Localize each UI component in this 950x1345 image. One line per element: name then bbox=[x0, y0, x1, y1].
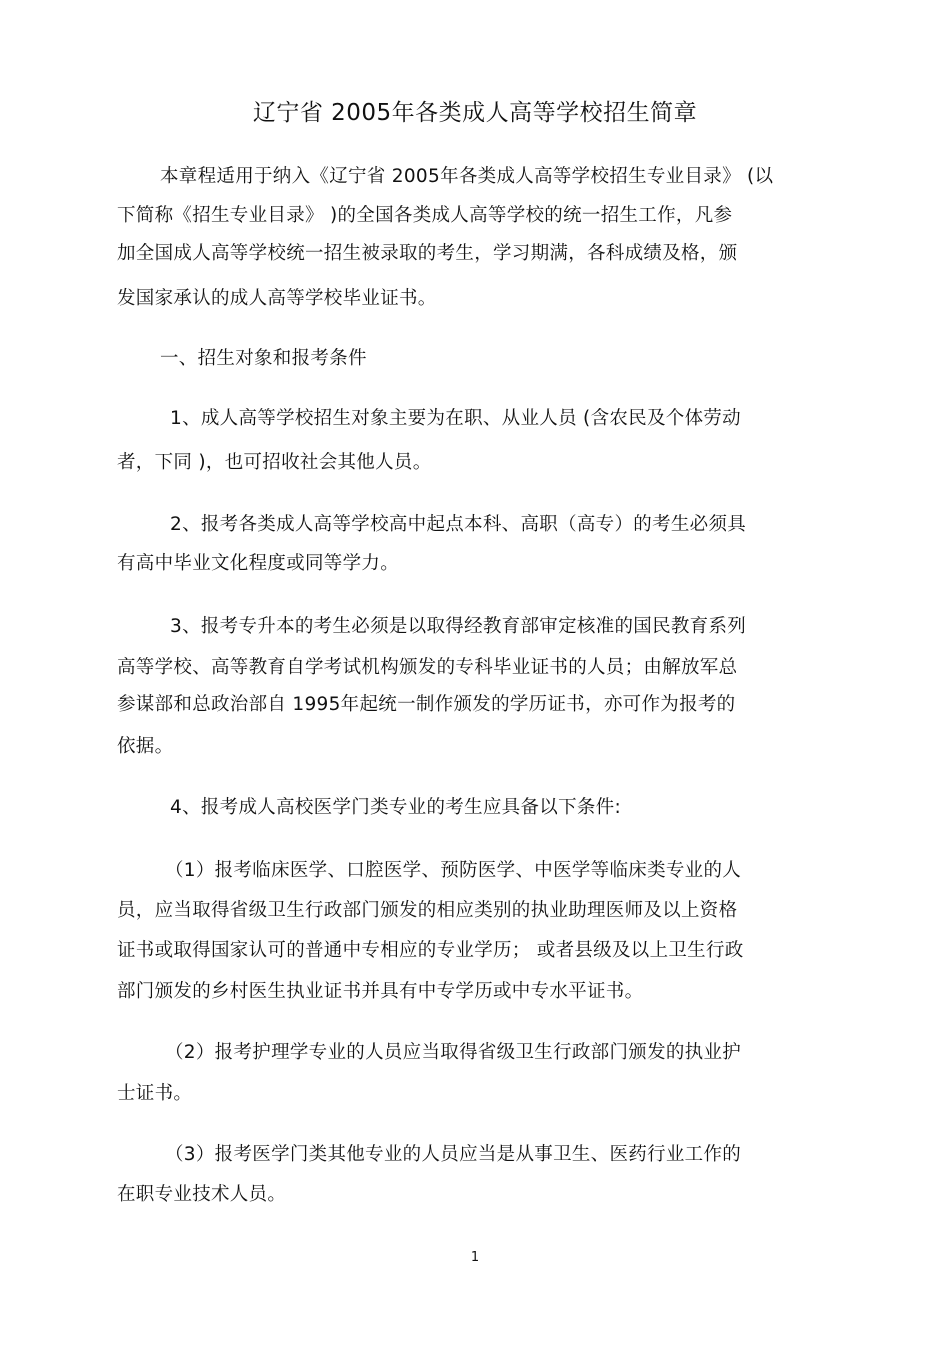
item-2-line: 有高中毕业文化程度或同等学力。 bbox=[117, 553, 400, 574]
intro-line: 本章程适用于纳入《辽宁省 2005年各类成人高等学校招生专业目录》 (以 bbox=[160, 166, 774, 187]
item-2-line: 2、报考各类成人高等学校高中起点本科、高职（高专）的考生必须具 bbox=[170, 514, 747, 535]
item-3-line: 高等学校、高等教育自学考试机构颁发的专科毕业证书的人员；由解放军总 bbox=[117, 657, 738, 678]
sub-1-line: 部门颁发的乡村医生执业证书并具有中专学历或中专水平证书。 bbox=[117, 981, 644, 1002]
sub-1-line: （1）报考临床医学、口腔医学、预防医学、中医学等临床类专业的人 bbox=[165, 860, 742, 881]
sub-1-line: 证书或取得国家认可的普通中专相应的专业学历； 或者县级及以上卫生行政 bbox=[117, 940, 744, 961]
intro-line: 发国家承认的成人高等学校毕业证书。 bbox=[117, 288, 437, 309]
sub-2-line: （2）报考护理学专业的人员应当取得省级卫生行政部门颁发的执业护 bbox=[165, 1042, 742, 1063]
item-3-line: 3、报考专升本的考生必须是以取得经教育部审定核准的国民教育系列 bbox=[170, 616, 747, 637]
document-title: 辽宁省 2005年各类成人高等学校招生简章 bbox=[252, 100, 698, 126]
item-3-line: 参谋部和总政治部自 1995年起统一制作颁发的学历证书，亦可作为报考的 bbox=[117, 694, 736, 715]
item-3-line: 依据。 bbox=[117, 736, 174, 757]
item-1-line: 者，下同 )，也可招收社会其他人员。 bbox=[117, 452, 432, 473]
intro-line: 加全国成人高等学校统一招生被录取的考生，学习期满，各科成绩及格，颁 bbox=[117, 243, 738, 264]
item-4-line: 4、报考成人高校医学门类专业的考生应具备以下条件: bbox=[170, 797, 622, 818]
intro-line: 下简称《招生专业目录》 )的全国各类成人高等学校的统一招生工作，凡参 bbox=[117, 205, 733, 226]
sub-1-line: 员，应当取得省级卫生行政部门颁发的相应类别的执业助理医师及以上资格 bbox=[117, 900, 738, 921]
item-1-line: 1、成人高等学校招生对象主要为在职、从业人员 (含农民及个体劳动 bbox=[170, 408, 741, 429]
page-number: 1 bbox=[470, 1250, 480, 1265]
sub-3-line: （3）报考医学门类其他专业的人员应当是从事卫生、医药行业工作的 bbox=[165, 1144, 742, 1165]
sub-2-line: 士证书。 bbox=[117, 1083, 193, 1104]
section-heading: 一、招生对象和报考条件 bbox=[160, 348, 367, 369]
sub-3-line: 在职专业技术人员。 bbox=[117, 1184, 287, 1205]
